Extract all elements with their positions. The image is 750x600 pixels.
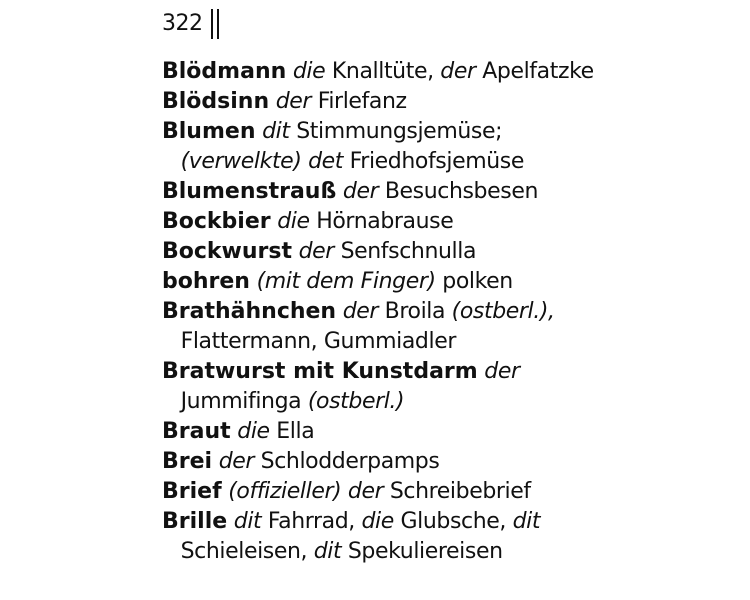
entry-headword: Bockwurst (162, 239, 293, 264)
entry-list (162, 57, 602, 567)
entry-definition-text: Friedhofsjemüse (349, 149, 524, 174)
entry-definition-text: Fahrrad, (267, 509, 355, 534)
entry-headword: Brille (162, 509, 228, 534)
dictionary-entry (162, 237, 602, 267)
dictionary-entry (162, 87, 602, 117)
dictionary-entry (162, 117, 602, 177)
dictionary-entry (162, 357, 602, 417)
entry-definition-text: Jummifinga (180, 389, 302, 414)
entry-headword: Blumen (162, 119, 256, 144)
entry-italic-text: die (361, 509, 394, 534)
entry-headword: bohren (162, 269, 250, 294)
entry-headword: Bratwurst mit Kunstdarm (162, 359, 478, 384)
entry-definition-text: Flattermann, Gummiadler (180, 329, 456, 354)
entry-definition-text: Knalltüte, (331, 59, 434, 84)
dictionary-entry (162, 447, 602, 477)
entry-italic-text: der (218, 449, 255, 474)
dictionary-entry (162, 297, 602, 357)
entry-italic-text: der (347, 479, 384, 504)
page-header (162, 8, 219, 40)
entry-italic-text: dit (512, 509, 541, 534)
entry-definition-text: Firlefanz (317, 89, 407, 114)
entry-definition-text: Glubsche, (400, 509, 506, 534)
entry-definition-text: Ella (276, 419, 315, 444)
entry-definition-text: polken (442, 269, 513, 294)
entry-headword: Braut (162, 419, 231, 444)
entry-italic-text: (ostberl.), (451, 299, 555, 324)
entry-headword: Brei (162, 449, 213, 474)
entry-headword: Brief (162, 479, 222, 504)
entry-italic-text: det (308, 149, 344, 174)
entry-definition-text: Broila (384, 299, 446, 324)
entry-italic-text: (mit dem Finger) (256, 269, 436, 294)
dictionary-entry (162, 57, 602, 87)
dictionary-entry (162, 207, 602, 237)
entry-headword: Blumenstrauß (162, 179, 337, 204)
entry-definition-text: Schreibebrief (389, 479, 531, 504)
entry-definition-text: Apelfatzke (482, 59, 594, 84)
entry-definition-text: Spekuliereisen (347, 539, 503, 564)
entry-definition-text: Hörnabrause (316, 209, 454, 234)
dictionary-entry (162, 507, 602, 567)
dictionary-entry (162, 417, 602, 447)
entry-italic-text: (verwelkte) (180, 149, 302, 174)
entry-italic-text: die (292, 59, 326, 84)
entry-definition-text: Schlodderpamps (260, 449, 440, 474)
entry-headword: Bockbier (162, 209, 271, 234)
entry-headword: Brathähnchen (162, 299, 337, 324)
entry-italic-text: der (275, 89, 312, 114)
entry-italic-text: der (440, 59, 476, 84)
entry-headword: Blödsinn (162, 89, 270, 114)
entry-headword: Blödmann (162, 59, 287, 84)
dictionary-entry (162, 477, 602, 507)
dictionary-entry (162, 267, 602, 297)
entry-definition-text: Schieleisen, (180, 539, 308, 564)
entry-italic-text: die (237, 419, 270, 444)
double-rule-divider (211, 9, 219, 39)
dictionary-entry (162, 177, 602, 207)
page-number: 322 (162, 11, 203, 36)
entry-italic-text: (offizieller) (228, 479, 342, 504)
entry-italic-text: dit (262, 119, 290, 144)
entry-italic-text: der (342, 179, 379, 204)
entry-italic-text: der (342, 299, 379, 324)
entry-italic-text: (ostberl.) (307, 389, 405, 414)
entry-italic-text: die (277, 209, 310, 234)
entry-italic-text: dit (313, 539, 342, 564)
entry-italic-text: dit (233, 509, 262, 534)
entry-italic-text: der (298, 239, 334, 264)
entry-definition-text: Senfschnulla (340, 239, 477, 264)
entry-italic-text: der (484, 359, 520, 384)
entry-definition-text: Stimmungsjemüse; (296, 119, 503, 144)
entry-definition-text: Besuchsbesen (384, 179, 539, 204)
